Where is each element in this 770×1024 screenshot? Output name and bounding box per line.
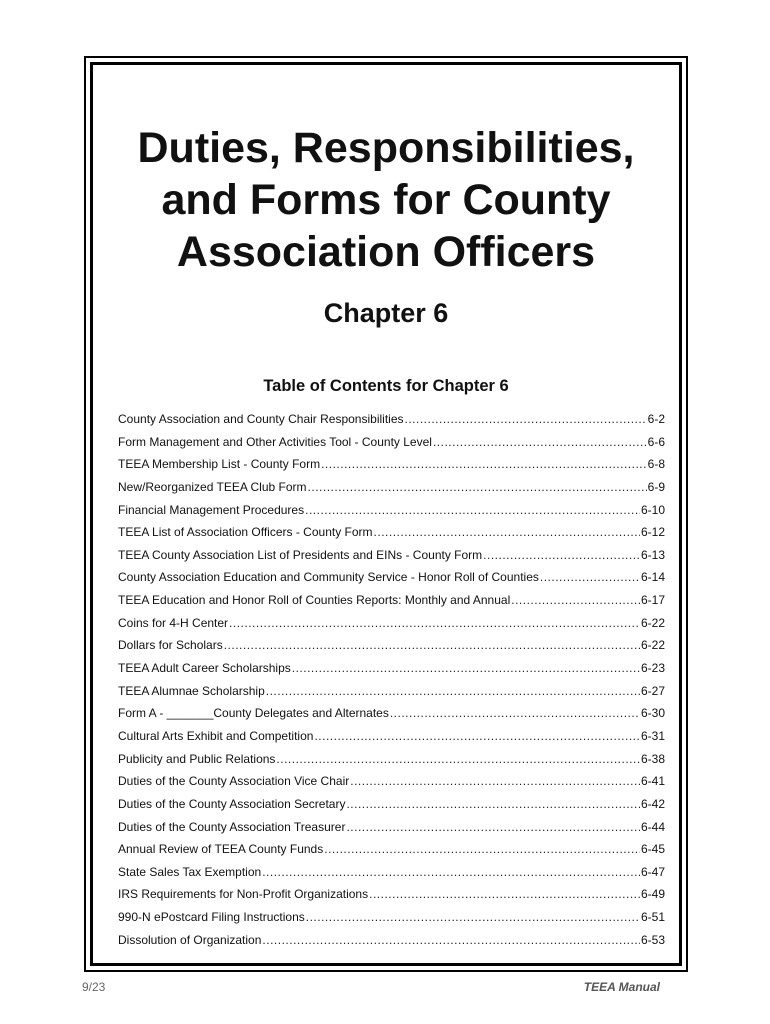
table-of-contents xyxy=(118,408,665,951)
toc-dot-leader xyxy=(224,634,640,656)
toc-dot-leader xyxy=(262,929,640,951)
toc-dot-leader xyxy=(350,770,640,792)
toc-entry-page: 6-22 xyxy=(640,638,665,653)
toc-entry-page: 6-10 xyxy=(640,502,665,517)
toc-entry-page: 6-45 xyxy=(640,842,665,857)
footer-manual-name: TEEA Manual xyxy=(583,980,660,994)
toc-dot-leader xyxy=(308,476,647,498)
toc-entry-label: TEEA County Association List of Presidents and EINs - County Form xyxy=(118,547,483,562)
toc-entry xyxy=(118,929,665,952)
toc-entry-page: 6-9 xyxy=(647,479,665,494)
toc-entry xyxy=(118,816,665,839)
toc-entry-label: Dissolution of Organization xyxy=(118,932,262,947)
toc-entry-page: 6-47 xyxy=(640,864,665,879)
toc-entry xyxy=(118,725,665,748)
toc-entry-page: 6-23 xyxy=(640,661,665,676)
toc-entry-page: 6-2 xyxy=(647,412,665,426)
toc-entry xyxy=(118,521,665,544)
toc-entry xyxy=(118,589,665,612)
toc-entry xyxy=(118,883,665,906)
toc-entry xyxy=(118,906,665,929)
toc-entry-label: Cultural Arts Exhibit and Competition xyxy=(118,728,314,743)
toc-dot-leader xyxy=(262,861,640,883)
toc-entry-page: 6-14 xyxy=(640,570,665,585)
toc-entry-label: Form Management and Other Activities Tool - County Level xyxy=(118,434,432,449)
toc-entry-page: 6-41 xyxy=(640,774,665,789)
toc-entry xyxy=(118,566,665,589)
toc-dot-leader xyxy=(369,883,640,905)
toc-entry xyxy=(118,838,665,861)
toc-entry-label: Form A - _______County Delegates and Alternates xyxy=(118,706,389,721)
toc-entry-label: TEEA Education and Honor Roll of Counties Reports: Monthly and Annual xyxy=(118,593,511,608)
toc-entry-label: Publicity and Public Relations xyxy=(118,751,276,766)
toc-dot-leader xyxy=(324,838,640,860)
toc-dot-leader xyxy=(511,589,640,611)
toc-dot-leader xyxy=(306,906,640,928)
toc-dot-leader xyxy=(374,521,640,543)
toc-entry xyxy=(118,499,665,522)
toc-entry-page: 6-31 xyxy=(640,728,665,743)
toc-entry-page: 6-30 xyxy=(640,706,665,721)
title-line: Duties, Responsibilities, xyxy=(137,124,635,172)
toc-entry-label: Duties of the County Association Secretary xyxy=(118,796,346,811)
toc-entry-page: 6-51 xyxy=(640,910,665,925)
toc-entry-page: 6-12 xyxy=(640,525,665,540)
toc-entry-label: Financial Management Procedures xyxy=(118,502,305,517)
toc-entry xyxy=(118,408,665,431)
toc-dot-leader xyxy=(346,793,640,815)
toc-entry-label: TEEA Alumnae Scholarship xyxy=(118,683,265,698)
toc-entry xyxy=(118,453,665,476)
toc-entry-page: 6-44 xyxy=(640,819,665,834)
toc-entry-page: 6-27 xyxy=(640,683,665,698)
toc-entry xyxy=(118,612,665,635)
toc-entry-page: 6-22 xyxy=(640,615,665,630)
toc-entry-page: 6-8 xyxy=(647,457,665,472)
footer-date: 9/23 xyxy=(82,980,106,994)
toc-entry xyxy=(118,634,665,657)
toc-entry-label: 990-N ePostcard Filing Instructions xyxy=(118,910,305,925)
toc-entry-page: 6-17 xyxy=(640,593,665,608)
toc-dot-leader xyxy=(433,431,647,453)
toc-entry-page: 6-42 xyxy=(640,796,665,811)
toc-entry-label: Annual Review of TEEA County Funds xyxy=(118,842,324,857)
toc-entry-page: 6-49 xyxy=(640,887,665,902)
toc-heading: Table of Contents for Chapter 6 xyxy=(263,377,509,395)
chapter-heading: Chapter 6 xyxy=(323,298,449,328)
toc-entry-label: County Association and County Chair Responsibilities xyxy=(118,412,404,426)
toc-entry xyxy=(118,476,665,499)
toc-dot-leader xyxy=(292,657,640,679)
document-title xyxy=(90,122,682,278)
toc-dot-leader xyxy=(266,680,640,702)
toc-entry xyxy=(118,431,665,454)
toc-entry xyxy=(118,861,665,884)
toc-entry-label: Coins for 4-H Center xyxy=(118,615,229,630)
title-line: and Forms for County xyxy=(161,176,611,224)
toc-dot-leader xyxy=(346,816,640,838)
toc-dot-leader xyxy=(314,725,640,747)
toc-entry xyxy=(118,748,665,771)
toc-entry-page: 6-6 xyxy=(647,434,665,449)
toc-entry xyxy=(118,793,665,816)
toc-dot-leader xyxy=(390,702,640,724)
toc-dot-leader xyxy=(229,612,640,634)
toc-entry-label: New/Reorganized TEEA Club Form xyxy=(118,479,307,494)
toc-dot-leader xyxy=(540,566,640,588)
toc-entry xyxy=(118,770,665,793)
title-line: Association Officers xyxy=(176,228,596,276)
toc-dot-leader xyxy=(483,544,640,566)
toc-entry-label: Dollars for Scholars xyxy=(118,638,223,653)
toc-entry xyxy=(118,544,665,567)
toc-entry-label: County Association Education and Community Service - Honor Roll of Counties xyxy=(118,570,539,585)
toc-dot-leader xyxy=(305,499,640,521)
toc-entry-label: IRS Requirements for Non-Profit Organizations xyxy=(118,887,369,902)
toc-entry-page: 6-53 xyxy=(640,932,665,947)
toc-entry xyxy=(118,657,665,680)
toc-entry-label: TEEA Adult Career Scholarships xyxy=(118,661,291,676)
toc-entry-label: State Sales Tax Exemption xyxy=(118,864,262,879)
toc-entry-label: Duties of the County Association Vice Chair xyxy=(118,774,350,789)
toc-entry-label: TEEA List of Association Officers - County Form xyxy=(118,525,373,540)
toc-dot-leader xyxy=(405,408,647,430)
toc-entry-label: TEEA Membership List - County Form xyxy=(118,457,321,472)
toc-entry xyxy=(118,702,665,725)
toc-entry-label: Duties of the County Association Treasurer xyxy=(118,819,346,834)
toc-entry-page: 6-38 xyxy=(640,751,665,766)
toc-entry-page: 6-13 xyxy=(640,547,665,562)
toc-dot-leader xyxy=(321,453,647,475)
toc-dot-leader xyxy=(276,748,640,770)
toc-entry xyxy=(118,680,665,703)
